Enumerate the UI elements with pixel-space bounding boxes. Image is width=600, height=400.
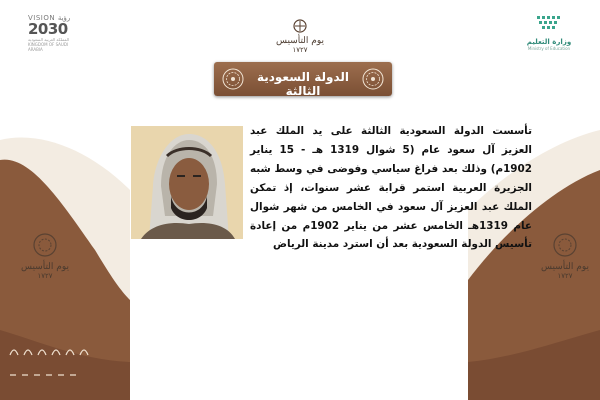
vision-label: VISION رؤية <box>28 14 71 22</box>
vision-2030-logo <box>28 14 84 52</box>
founding-day-logo <box>272 18 328 58</box>
palm-icon <box>291 19 309 33</box>
ministry-name: وزارة التعليم <box>526 38 572 46</box>
emblem-icon <box>548 232 582 258</box>
founding-day-text: يوم التأسيس <box>275 36 325 46</box>
vision-number: 2030 <box>28 20 68 38</box>
ministry-english-name: Ministry of Education <box>527 46 571 51</box>
emblem-medal-icon <box>222 68 244 90</box>
founding-day-badge-right <box>540 232 590 280</box>
slide-body-text: تأسست الدولة السعودية الثالثة على يد الملك عبد العزيز آل سعود عام (5 شوال 1319 هـ - 15 يناير 1902م) وذلك بعد فراغ سياسي وفوضى في وسط شبه الجزيرة العربية استمر قرابة عشر سنوات، إذ تمكن الملك عبد العزيز آل سعود في الخامس من شهر شوال عام 1319هـ الخامس عشر من يناير 1902م من إعادة تأسيس الدولة السعودية بعد أن استرد مدينة الرياض <box>250 125 532 251</box>
slide-title: الدولة السعودية الثالثة <box>256 70 350 98</box>
badge-text: يوم التأسيس <box>20 262 70 272</box>
founding-day-year: ١٧٢٧ <box>292 46 308 54</box>
emblem-medal-icon <box>362 68 384 90</box>
ministry-emblem-icon <box>534 14 564 34</box>
badge-text: يوم التأسيس <box>540 262 590 272</box>
title-banner <box>214 62 392 96</box>
badge-year: ١٧٢٧ <box>557 272 573 280</box>
portrait-icon <box>131 126 243 239</box>
emblem-icon <box>28 232 62 258</box>
ministry-of-education-logo <box>515 14 583 58</box>
vision-subtitle: المملكة العربية السعودية KINGDOM OF SAUDI ARABIA <box>28 37 70 52</box>
king-portrait-image <box>131 126 243 239</box>
badge-year: ١٧٢٧ <box>37 272 53 280</box>
founding-day-badge-left <box>20 232 70 280</box>
